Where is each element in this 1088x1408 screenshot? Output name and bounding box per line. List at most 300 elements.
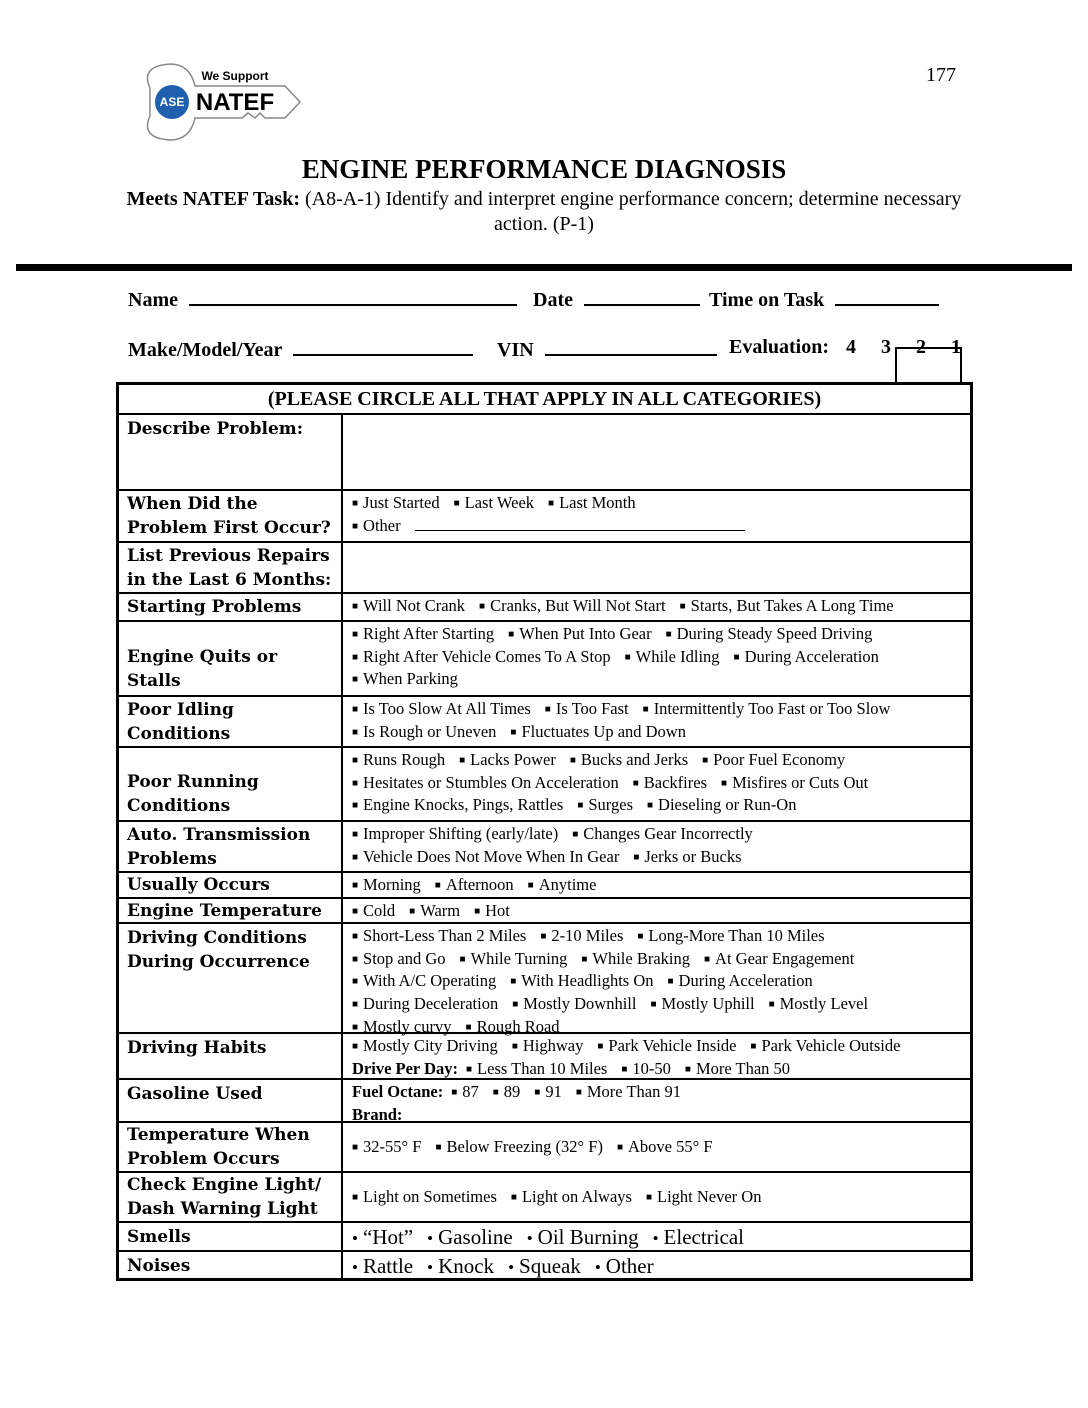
category-label-text: Poor Running Conditions [127, 772, 259, 816]
option-text: Gasoline [438, 1225, 513, 1249]
bullet-icon: • [652, 1229, 659, 1248]
option-text: Cold [363, 901, 396, 920]
options-cell [343, 1223, 970, 1250]
bullet-icon: ■ [650, 999, 657, 1011]
option-item[interactable] [493, 1082, 521, 1101]
bullet-icon: ■ [750, 1041, 757, 1052]
option-item[interactable] [510, 722, 686, 741]
bullet-icon: ■ [453, 498, 460, 509]
option-item[interactable] [512, 1036, 584, 1055]
category-label-text: Engine Temperature [127, 900, 322, 921]
option-item[interactable] [704, 949, 854, 968]
bullet-icon: ■ [352, 999, 359, 1011]
bullet-icon: ■ [352, 674, 359, 686]
options-cell [343, 822, 970, 871]
option-item[interactable] [508, 624, 651, 643]
options-cell [343, 622, 970, 695]
option-item[interactable] [352, 773, 619, 792]
option-line [352, 595, 961, 618]
category-label-text: Starting Problems [127, 597, 302, 617]
option-item[interactable] [548, 493, 636, 512]
page-title: ENGINE PERFORMANCE DIAGNOSIS [301, 154, 787, 184]
option-item[interactable] [352, 1137, 421, 1156]
bullet-icon: ■ [352, 880, 359, 891]
option-item[interactable] [460, 949, 568, 968]
option-line [352, 823, 961, 846]
bullet-icon: ■ [544, 704, 551, 715]
option-line [352, 1136, 961, 1159]
option-line [352, 993, 961, 1016]
bullet-icon: ■ [572, 829, 579, 840]
option-item[interactable] [721, 773, 868, 792]
option-item[interactable] [577, 795, 633, 814]
option-line [352, 794, 961, 817]
diagnosis-table [116, 382, 973, 1281]
option-item[interactable] [527, 1225, 639, 1249]
category-label [119, 822, 343, 871]
option-text: During Deceleration [363, 994, 499, 1014]
option-item[interactable] [637, 926, 824, 945]
bullet-icon: ■ [352, 1141, 359, 1153]
time-on-task-label: Time on Task [709, 289, 825, 311]
bullet-icon: ■ [409, 906, 416, 917]
option-item[interactable] [466, 1017, 560, 1036]
bullet-icon: • [526, 1229, 533, 1248]
answer-area[interactable] [343, 543, 970, 592]
option-item[interactable] [352, 1187, 497, 1206]
score-4[interactable]: 4 [846, 336, 857, 358]
bullet-icon: ■ [645, 1191, 652, 1203]
option-item[interactable] [581, 949, 690, 968]
table-row [119, 592, 970, 620]
option-text: 32-55° F [363, 1136, 422, 1156]
option-item[interactable] [572, 824, 753, 843]
option-text: Last Week [464, 493, 535, 512]
option-line [352, 948, 961, 971]
option-text: While Turning [470, 948, 568, 968]
table-row [119, 1221, 970, 1250]
bullet-icon: ■ [632, 777, 639, 789]
category-label-text: Describe Problem: [127, 419, 304, 439]
bullet-icon: ■ [540, 931, 547, 942]
bullet-icon: ■ [548, 498, 555, 509]
score-2[interactable]: 2 [916, 336, 927, 358]
option-item[interactable] [435, 1137, 603, 1156]
bullet-icon: • [427, 1258, 434, 1277]
option-text: Above 55° F [628, 1136, 713, 1156]
option-text: Dieseling or Run-On [658, 795, 797, 815]
option-text: Backfires [643, 772, 708, 792]
option-item[interactable] [451, 1082, 479, 1101]
option-item[interactable] [352, 750, 445, 769]
option-item[interactable] [653, 1225, 744, 1249]
category-label [119, 1223, 343, 1250]
bullet-icon: ■ [352, 906, 359, 917]
option-text: With A/C Operating [363, 971, 497, 991]
option-text: Mostly Uphill [661, 994, 755, 1014]
option-item[interactable] [427, 1225, 513, 1249]
bullet-icon: ■ [352, 1041, 359, 1052]
option-text: Light on Sometimes [363, 1186, 497, 1206]
bullet-icon: ■ [684, 1063, 691, 1075]
table-row [119, 871, 970, 897]
svg-text:We Support: We Support [201, 69, 269, 83]
option-text: Hot [485, 901, 510, 920]
name-blank[interactable] [189, 286, 517, 306]
option-text: Hesitates or Stumbles On Acceleration [363, 772, 619, 792]
bullet-icon: ■ [510, 976, 517, 988]
bullet-icon: ■ [642, 704, 649, 715]
bullet-icon: ■ [352, 704, 359, 715]
option-item[interactable] [528, 875, 597, 894]
option-text: Will Not Crank [363, 596, 466, 615]
category-label-text: When Did the Problem First Occur? [127, 494, 331, 538]
option-text: Mostly curvy [363, 1016, 452, 1036]
option-item[interactable] [570, 750, 688, 769]
option-item[interactable] [540, 926, 623, 945]
option-item[interactable] [435, 875, 514, 894]
option-line [352, 721, 961, 744]
bullet-icon: ■ [352, 800, 359, 812]
task-label: Meets NATEF Task: [126, 188, 300, 210]
option-item[interactable] [650, 994, 754, 1013]
bullet-icon: ■ [721, 777, 728, 789]
options-cell [343, 899, 970, 922]
bullet-icon: • [352, 1229, 358, 1248]
option-line [352, 1186, 961, 1209]
option-item[interactable] [352, 669, 458, 688]
name-label: Name [128, 289, 178, 311]
option-item[interactable] [352, 722, 496, 741]
option-text: Poor Fuel Economy [713, 750, 846, 769]
option-text: Other [363, 515, 401, 535]
option-text: Park Vehicle Inside [608, 1036, 737, 1055]
option-item[interactable] [352, 994, 498, 1013]
category-label [119, 1080, 343, 1121]
table-row [119, 620, 970, 695]
bullet-icon: ■ [352, 651, 359, 663]
option-item[interactable] [643, 699, 891, 718]
option-item[interactable] [352, 901, 395, 920]
option-text: Fluctuates Up and Down [521, 721, 686, 741]
option-text: Last Month [559, 493, 636, 512]
option-item[interactable] [769, 994, 869, 1013]
option-line [352, 698, 961, 721]
option-text: During Acceleration [744, 646, 879, 666]
table-row [119, 1032, 970, 1078]
option-item[interactable] [625, 647, 720, 666]
option-text: With Headlights On [521, 971, 654, 991]
bullet-icon: ■ [459, 953, 466, 965]
category-label [119, 622, 343, 695]
option-text: While Braking [592, 948, 690, 968]
category-label-text: Smells [127, 1227, 191, 1247]
option-item[interactable] [685, 1059, 790, 1078]
option-text: Warm [420, 901, 461, 920]
option-item[interactable] [352, 1225, 413, 1249]
option-line [352, 970, 961, 993]
option-text: Rough Road [476, 1016, 560, 1036]
bullet-icon: ■ [352, 601, 359, 612]
option-item[interactable] [352, 699, 531, 718]
bullet-icon: ■ [733, 651, 740, 663]
option-text: Right After Vehicle Comes To A Stop [363, 646, 611, 666]
option-line [352, 846, 961, 869]
option-item[interactable] [352, 949, 446, 968]
option-text: Cranks, But Will Not Start [490, 596, 666, 615]
option-line [352, 1035, 961, 1058]
category-label [119, 543, 343, 592]
option-item[interactable] [633, 847, 741, 866]
category-label [119, 697, 343, 746]
option-item[interactable] [427, 1254, 494, 1278]
option-item[interactable] [666, 624, 873, 643]
evaluation-box [895, 347, 962, 385]
bullet-icon: ■ [435, 1141, 442, 1153]
table-row [119, 922, 970, 1036]
option-item[interactable] [352, 516, 401, 535]
option-text: Engine Knocks, Pings, Rattles [363, 795, 564, 815]
option-text: Surges [588, 795, 633, 815]
vin-field[interactable] [497, 336, 717, 362]
option-line [352, 1224, 961, 1252]
bullet-icon: ■ [512, 999, 519, 1011]
category-label-text: Gasoline Used [127, 1084, 263, 1104]
evaluation-label: Evaluation: [729, 336, 830, 358]
option-text: Morning [363, 875, 421, 894]
bullet-icon: ■ [451, 1087, 458, 1098]
bullet-icon: ■ [352, 953, 359, 965]
bullet-icon: • [427, 1229, 434, 1248]
option-text: Light Never On [656, 1186, 762, 1206]
task-description [120, 187, 968, 237]
bullet-icon: ■ [679, 601, 686, 612]
option-item[interactable] [646, 1187, 762, 1206]
options-cell [343, 1123, 970, 1171]
option-item[interactable] [466, 1059, 607, 1078]
option-line [352, 925, 961, 948]
option-text: 10-50 [632, 1058, 671, 1078]
option-prefix: Brand: [352, 1104, 403, 1124]
category-label [119, 924, 343, 1032]
option-item[interactable] [409, 901, 460, 920]
bullet-icon: • [508, 1258, 515, 1277]
option-line [352, 900, 961, 923]
option-item[interactable] [454, 493, 534, 512]
table-row [119, 1121, 970, 1171]
bullet-icon: ■ [352, 976, 359, 988]
bullet-icon: ■ [637, 931, 644, 942]
bullet-icon: • [352, 1258, 358, 1277]
option-line [352, 772, 961, 795]
bullet-icon: ■ [352, 829, 359, 840]
bullet-icon: ■ [352, 1021, 359, 1033]
category-label-text: Poor Idling Conditions [127, 699, 234, 744]
category-label [119, 748, 343, 820]
bullet-icon: ■ [768, 999, 775, 1011]
category-label-text: Engine Quits or Stalls [127, 647, 278, 691]
bullet-icon: ■ [352, 498, 359, 509]
option-text: Squeak [519, 1254, 581, 1278]
option-text: More Than 91 [586, 1082, 681, 1101]
category-label [119, 491, 343, 541]
option-item[interactable] [680, 596, 894, 615]
date-field[interactable] [533, 286, 700, 312]
option-text: More Than 50 [695, 1058, 791, 1078]
option-text: While Idling [635, 646, 720, 666]
option-item[interactable] [352, 824, 558, 843]
option-text: Runs Rough [363, 750, 446, 769]
make-model-year-label: Make/Model/Year [128, 339, 283, 361]
category-label-text: Temperature When Problem Occurs [127, 1125, 310, 1169]
option-item[interactable] [647, 795, 796, 814]
options-cell [343, 491, 970, 541]
time-on-task-field[interactable] [709, 286, 939, 312]
option-item[interactable] [352, 795, 563, 814]
option-item[interactable] [750, 1036, 900, 1055]
option-item[interactable] [352, 596, 465, 615]
option-item[interactable] [511, 1187, 632, 1206]
option-text: 2-10 Miles [551, 926, 624, 945]
bullet-icon: ■ [479, 601, 486, 612]
bullet-icon: ■ [510, 726, 517, 738]
option-item[interactable] [352, 926, 526, 945]
option-item[interactable] [702, 750, 845, 769]
bullet-icon: ■ [352, 726, 359, 738]
option-item[interactable] [734, 647, 879, 666]
category-label-text: Check Engine Light/ Dash Warning Light [127, 1175, 322, 1219]
option-text: Misfires or Cuts Out [732, 772, 869, 792]
other-blank[interactable] [415, 516, 745, 531]
option-text: Mostly Downhill [523, 994, 637, 1014]
option-item[interactable] [576, 1082, 681, 1101]
option-text: At Gear Engagement [715, 948, 855, 968]
option-item[interactable] [459, 750, 556, 769]
option-text: Lacks Power [470, 750, 556, 769]
page-number: 177 [926, 64, 956, 86]
option-text: Starts, But Takes A Long Time [690, 596, 894, 615]
option-line [352, 874, 961, 897]
bullet-icon: ■ [352, 931, 359, 942]
option-item[interactable] [352, 847, 619, 866]
options-cell [343, 924, 970, 1036]
option-line [352, 668, 961, 691]
option-text: Afternoon [445, 875, 514, 894]
option-item[interactable] [352, 875, 421, 894]
table-row [119, 695, 970, 746]
option-text: Highway [522, 1036, 584, 1055]
time-on-task-blank[interactable] [835, 286, 939, 306]
option-item[interactable] [621, 1059, 671, 1078]
option-item[interactable] [597, 1036, 736, 1055]
option-text: Mostly City Driving [363, 1036, 498, 1055]
option-text: “Hot” [362, 1225, 414, 1249]
option-item[interactable] [617, 1137, 713, 1156]
table-row [119, 746, 970, 820]
bullet-icon: ■ [511, 1041, 518, 1052]
table-row [119, 413, 970, 489]
option-item[interactable] [352, 1036, 498, 1055]
option-item[interactable] [352, 493, 440, 512]
category-label-text: Driving Conditions During Occurrence [127, 928, 310, 972]
option-text: During Steady Speed Driving [676, 624, 873, 643]
category-label-text: Noises [127, 1256, 191, 1276]
option-line [352, 515, 961, 538]
bullet-icon: ■ [575, 1087, 582, 1098]
bullet-icon: ■ [667, 976, 674, 988]
option-line [352, 646, 961, 669]
option-line [352, 749, 961, 772]
options-cell [343, 697, 970, 746]
bullet-icon: ■ [510, 1191, 517, 1203]
svg-text:ASE: ASE [159, 95, 185, 109]
bullet-icon: • [594, 1258, 601, 1277]
option-item[interactable] [508, 1254, 581, 1278]
table-row [119, 489, 970, 541]
option-text: Knock [438, 1254, 495, 1278]
options-cell [343, 1252, 970, 1278]
option-item[interactable] [352, 647, 611, 666]
score-1[interactable]: 1 [951, 336, 962, 358]
date-blank[interactable] [584, 286, 700, 306]
option-text: Park Vehicle Outside [761, 1036, 901, 1055]
bullet-icon: ■ [621, 1063, 628, 1075]
table-row [119, 820, 970, 871]
bullet-icon: ■ [597, 1041, 604, 1052]
option-text: Light on Always [521, 1186, 632, 1206]
option-text: Mostly Level [779, 994, 869, 1014]
option-item[interactable] [595, 1254, 654, 1278]
option-text: Improper Shifting (early/late) [363, 824, 559, 843]
option-item[interactable] [474, 901, 510, 920]
score-3[interactable]: 3 [881, 336, 892, 358]
make-model-year-field[interactable] [128, 336, 473, 362]
option-item[interactable] [633, 773, 707, 792]
category-label [119, 1173, 343, 1221]
option-item[interactable] [510, 971, 653, 990]
bullet-icon: ■ [569, 755, 576, 766]
option-item[interactable] [512, 994, 636, 1013]
category-label [119, 415, 343, 489]
option-item[interactable] [352, 624, 494, 643]
bullet-icon: ■ [527, 880, 534, 891]
option-item[interactable] [479, 596, 666, 615]
bullet-icon: ■ [459, 755, 466, 766]
option-text: Jerks or Bucks [644, 846, 742, 866]
option-item[interactable] [534, 1082, 562, 1101]
name-field[interactable] [128, 286, 517, 312]
category-label [119, 1123, 343, 1171]
answer-area[interactable] [343, 415, 970, 489]
options-cell [343, 873, 970, 897]
option-item[interactable] [545, 699, 629, 718]
option-item[interactable] [352, 1017, 452, 1036]
option-item[interactable] [352, 1254, 413, 1278]
option-text: Other [605, 1254, 654, 1278]
option-item[interactable] [667, 971, 812, 990]
make-model-year-blank[interactable] [293, 336, 473, 356]
option-text: Long-More Than 10 Miles [648, 926, 825, 945]
option-text: When Parking [363, 669, 458, 689]
option-line [352, 1253, 961, 1281]
option-line [352, 1058, 961, 1081]
vin-blank[interactable] [545, 336, 717, 356]
option-item[interactable] [352, 971, 496, 990]
vin-label: VIN [497, 339, 534, 361]
bullet-icon: ■ [352, 629, 359, 640]
option-line [352, 1081, 961, 1104]
category-label [119, 1034, 343, 1078]
